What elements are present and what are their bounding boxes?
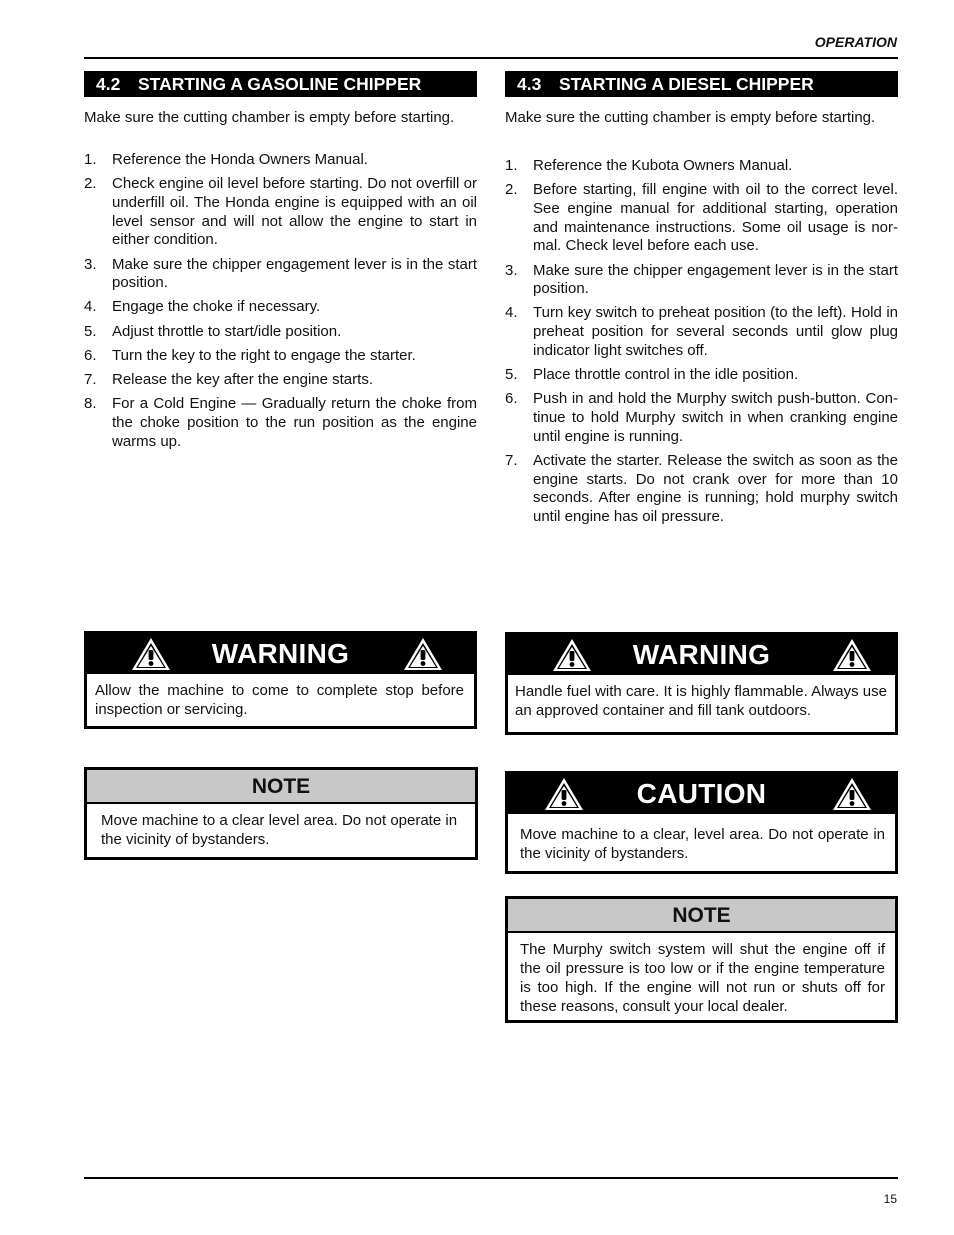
step-item (505, 181, 898, 256)
step-number: 1. (84, 151, 97, 168)
caution-title: CAUTION (636, 778, 767, 809)
step-text: For a Cold Engine — Gradually return the choke from the choke position to the run position as the engine warms up. (112, 395, 477, 450)
section-number: 4.2 (96, 74, 121, 94)
step-number: 3. (84, 255, 97, 273)
steps-list (84, 151, 477, 451)
steps-list (505, 157, 898, 527)
step-text: Make sure the chipper engagement lever is in the start position. (112, 255, 477, 292)
step-text: Release the key after the engine starts. (112, 371, 373, 389)
note-box (84, 767, 478, 860)
step-number: 6. (84, 346, 97, 364)
step-text: Adjust throttle to start/idle position. (112, 322, 342, 340)
section-diesel (505, 71, 898, 532)
step-item (84, 347, 477, 366)
step-item (84, 323, 477, 342)
step-item (84, 175, 477, 250)
section-heading (505, 71, 898, 97)
step-item (84, 298, 477, 317)
step-number: 4. (84, 298, 97, 316)
section-gasoline (84, 71, 477, 457)
note-box (505, 896, 898, 1023)
warning-triangle-icon (832, 777, 872, 811)
step-item (505, 304, 898, 360)
step-number: 7. (84, 371, 97, 389)
step-text: Turn the key to the right to engage the starter. (112, 346, 416, 364)
warning-triangle-icon (832, 638, 872, 672)
step-text: Push in and hold the Murphy switch push-button. Con-tinue to hold Murphy switch in when cranking engine until engine is running. (533, 390, 898, 445)
step-item (84, 151, 477, 170)
step-text: Before starting, fill engine with oil to the correct level. See engine manual for additional starting, operation and maintenance instructions. Some oil usage is nor-mal. Check level before each use. (533, 181, 898, 255)
note-title: NOTE (508, 899, 895, 933)
warning-triangle-icon (403, 637, 443, 671)
step-number: 7. (505, 451, 518, 469)
step-text: Reference the Honda Owners Manual. (112, 151, 368, 168)
section-label: OPERATION (814, 34, 897, 50)
step-number: 1. (505, 157, 518, 174)
intro-text: Make sure the cutting chamber is empty before starting. (505, 109, 876, 126)
step-item (505, 157, 898, 176)
footer-rule (84, 1177, 898, 1179)
note-text: The Murphy switch system will shut the engine off if the oil pressure is too low or if the engine temperature is too high. If the engine will not run or shuts off for these reasons, consult your local dealer. (520, 941, 885, 1015)
step-number: 3. (505, 261, 518, 279)
step-number: 2. (505, 181, 518, 199)
step-text: Reference the Kubota Owners Manual. (533, 157, 793, 174)
caution-box (505, 771, 898, 874)
step-number: 8. (84, 395, 97, 413)
step-text: Turn key switch to preheat position (to the left). Hold in preheat position for several seconds until glow plug indicator light switches off. (533, 304, 898, 359)
section-number: 4.3 (517, 74, 542, 94)
step-item (505, 452, 898, 527)
step-item (505, 262, 898, 299)
intro-text: Make sure the cutting chamber is empty before starting. (84, 109, 455, 126)
section-title: STARTING A GASOLINE CHIPPER (138, 74, 422, 94)
step-item (84, 395, 477, 451)
section-title: STARTING A DIESEL CHIPPER (559, 74, 814, 94)
step-text: Engage the choke if necessary. (112, 298, 321, 316)
caution-text: Move machine to a clear, level area. Do not operate in the vicinity of bystanders. (520, 826, 885, 862)
warning-box (505, 632, 898, 735)
step-number: 5. (505, 366, 518, 384)
step-number: 2. (84, 175, 97, 193)
warning-banner (508, 635, 895, 675)
note-text: Move machine to a clear level area. Do not operate in the vicinity of bystanders. (101, 812, 458, 848)
warning-title: WARNING (211, 638, 350, 669)
header-rule (84, 57, 898, 59)
page-number: 15 (883, 1192, 897, 1206)
warning-banner (87, 634, 474, 674)
step-text: Check engine oil level before starting. Do not overfill or underfill oil. The Honda engine is equipped with an oil level sensor and will not allow the engine to start in either condition. (112, 175, 477, 249)
step-item (505, 366, 898, 385)
warning-text: Handle fuel with care. It is highly flammable. Always use an approved container and fill tank outdoors. (515, 683, 887, 719)
warning-text: Allow the machine to come to complete stop before inspection or servicing. (95, 682, 464, 718)
section-heading (84, 71, 477, 97)
step-number: 4. (505, 304, 518, 322)
warning-box (84, 631, 477, 729)
step-text: Activate the starter. Release the switch as soon as the engine starts. Do not crank over for more than 10 seconds. After engine is running; hold murphy switch until engine has oil pressure. (533, 451, 898, 525)
caution-banner (508, 774, 895, 814)
step-number: 5. (84, 322, 97, 340)
step-text: Make sure the chipper engagement lever is in the start position. (533, 261, 898, 298)
step-text: Place throttle control in the idle position. (533, 366, 799, 384)
note-title: NOTE (87, 770, 475, 804)
step-item (505, 390, 898, 446)
step-number: 6. (505, 390, 518, 408)
step-item (84, 371, 477, 390)
step-item (84, 256, 477, 293)
warning-title: WARNING (632, 639, 771, 670)
